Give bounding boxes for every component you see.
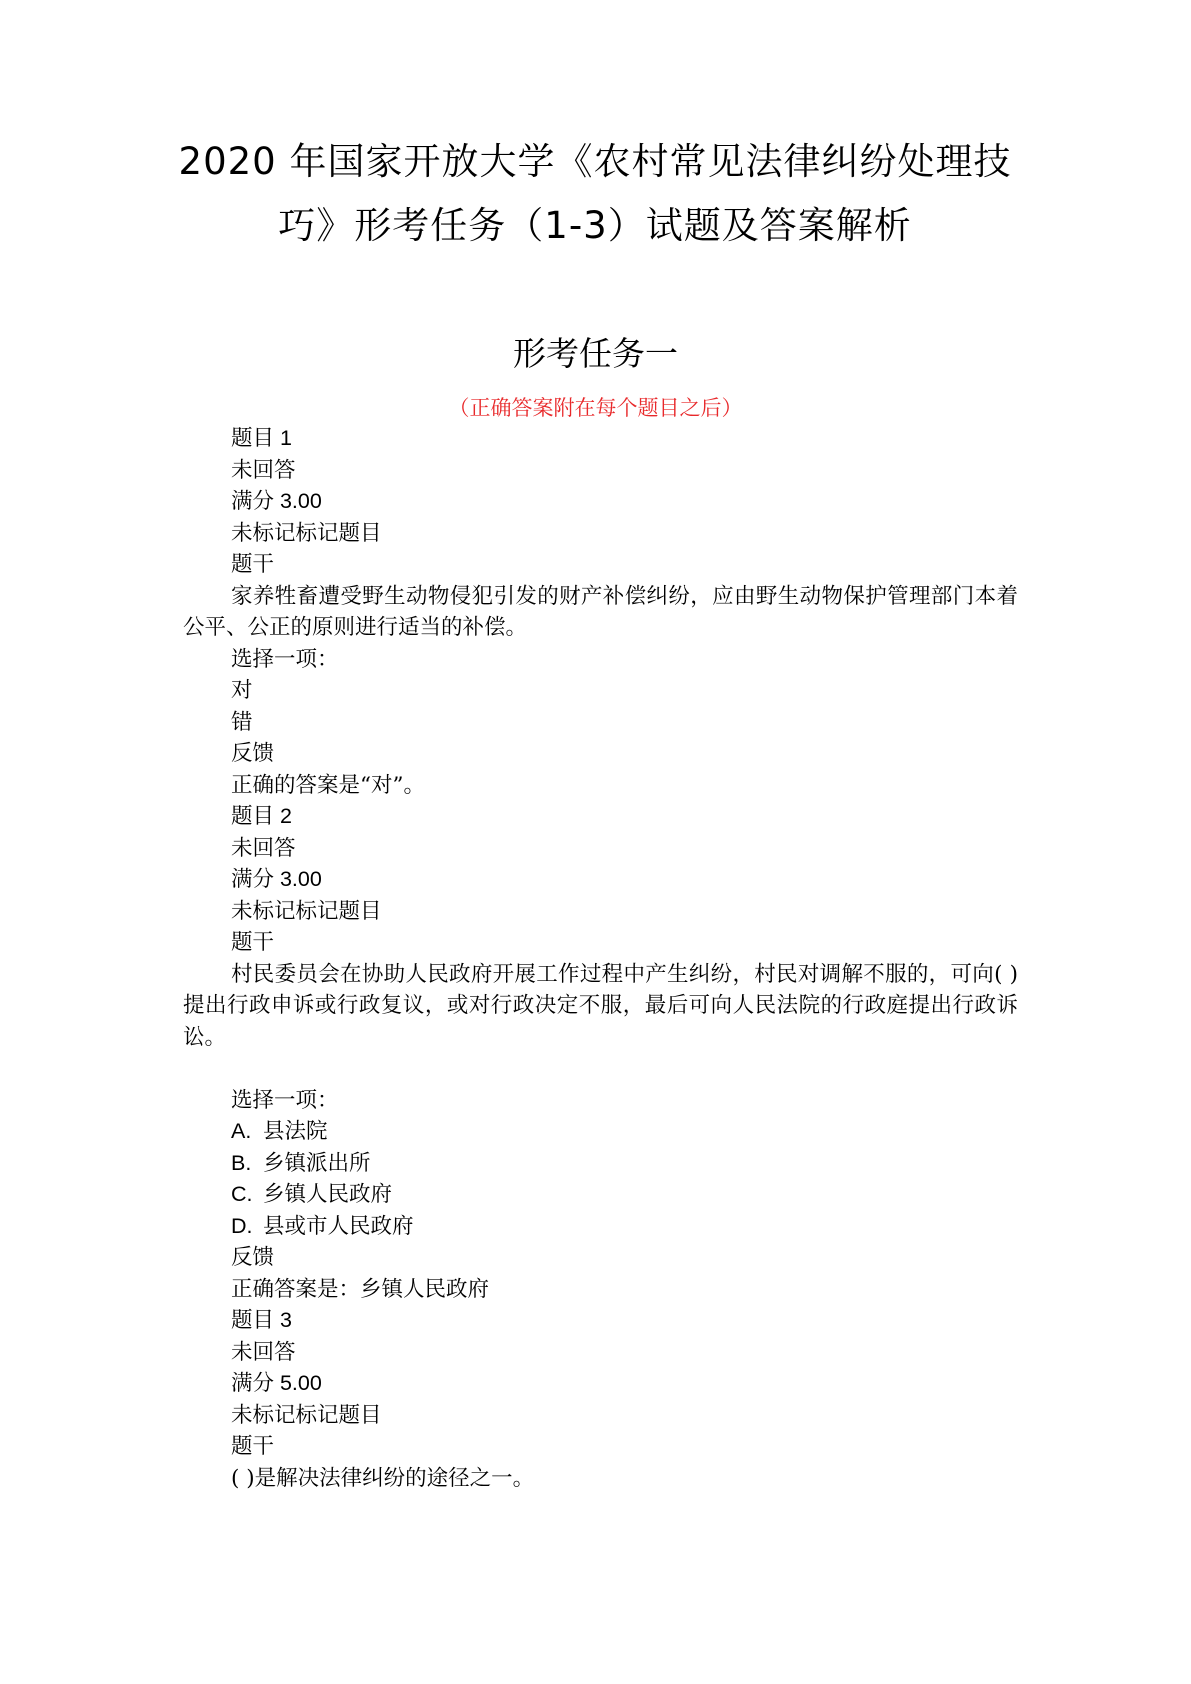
option-letter: A. — [231, 1119, 252, 1143]
questions-body — [183, 423, 1018, 1494]
feedback-label: 反馈 — [231, 741, 275, 766]
question-stem-label: 题干 — [231, 1434, 275, 1459]
spacer — [183, 1053, 1018, 1085]
answer-option-c[interactable] — [183, 1179, 1018, 1211]
question-score: 满分 3.00 — [231, 489, 322, 513]
question-number: 题目 1 — [231, 426, 292, 450]
choose-one-label: 选择一项： — [231, 646, 339, 672]
section-note: （正确答案附在每个题目之后） — [448, 396, 743, 420]
answer-option-b[interactable] — [183, 1148, 1018, 1180]
choose-one-label: 选择一项： — [231, 1087, 339, 1113]
option-text: 乡镇派出所 — [263, 1150, 371, 1176]
section-title: 形考任务一 — [513, 334, 678, 373]
option-letter: C. — [231, 1182, 253, 1206]
answer-option[interactable]: 对 — [231, 678, 253, 703]
flag-question-link[interactable]: 未标记标记题目 — [231, 1402, 382, 1428]
question-stem-label: 题干 — [231, 552, 275, 577]
question-status: 未回答 — [231, 1339, 296, 1365]
answer-option-d[interactable] — [183, 1211, 1018, 1243]
answer-option-a[interactable] — [183, 1116, 1018, 1148]
question-stem: ( )是解决法律纠纷的途径之一。 — [231, 1465, 535, 1491]
question-stem-label: 题干 — [231, 930, 275, 955]
question-number: 题目 3 — [231, 1308, 292, 1332]
question-score: 满分 3.00 — [231, 867, 322, 891]
flag-question-link[interactable]: 未标记标记题目 — [231, 520, 382, 546]
question-stem: 村民委员会在协助人民政府开展工作过程中产生纠纷，村民对调解不服的，可向( )提出行政申诉或行政复议，或对行政决定不服，最后可向人民法院的行政庭提出行政诉讼。 — [183, 961, 1018, 1050]
question-status: 未回答 — [231, 457, 296, 483]
feedback-label: 反馈 — [231, 1245, 275, 1270]
option-text: 乡镇人民政府 — [263, 1182, 393, 1207]
question-score: 满分 5.00 — [231, 1371, 322, 1395]
document-title-line-1: 2020 年国家开放大学《农村常见法律纠纷处理技 — [178, 140, 1012, 183]
option-letter: B. — [231, 1150, 252, 1175]
question-number: 题目 2 — [231, 804, 292, 828]
flag-question-link[interactable]: 未标记标记题目 — [231, 898, 382, 924]
option-text: 县或市人民政府 — [263, 1213, 414, 1239]
document-title — [150, 130, 1040, 258]
answer-option[interactable]: 错 — [231, 709, 253, 735]
document-title-line-2: 巧》形考任务（1-3）试题及答案解析 — [278, 204, 912, 247]
option-letter: D. — [231, 1213, 253, 1238]
correct-answer: 正确答案是：乡镇人民政府 — [231, 1276, 490, 1302]
question-status: 未回答 — [231, 835, 296, 861]
question-stem: 家养牲畜遭受野生动物侵犯引发的财产补偿纠纷，应由野生动物保护管理部门本着公平、公正的原则进行适当的补偿。 — [183, 583, 1018, 640]
correct-answer: 正确的答案是“对”。 — [231, 772, 425, 798]
option-text: 县法院 — [263, 1119, 328, 1144]
